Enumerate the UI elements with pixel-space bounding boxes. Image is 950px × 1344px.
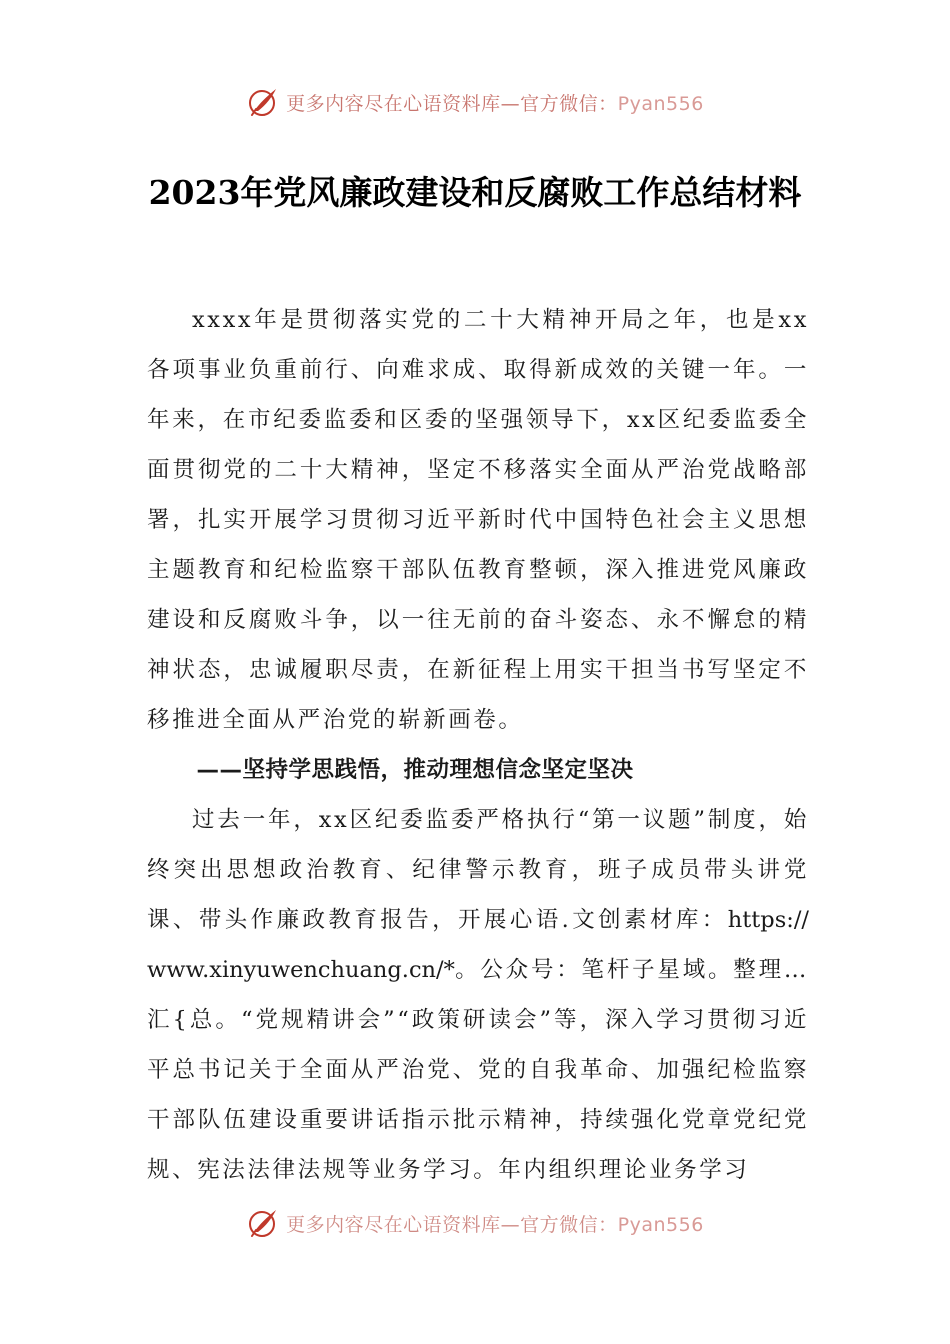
section-heading: ——坚持学思践悟，推动理想信念坚定坚决 (196, 757, 634, 783)
banner-wechat-id: Pyan556 (617, 1213, 704, 1236)
footer-banner (0, 1203, 950, 1243)
banner-label: 更多内容尽在心语资料库—官方微信： (286, 92, 618, 115)
paragraph-intro: xxxx年是贯彻落实党的二十大精神开局之年，也是xx各项事业负重前行、向难求成、取得新成效的关键一年。一年来，在市纪委监委和区委的坚强领导下，xx区纪委监委全面贯彻党的二十大精神，坚定不移落实全面从严治党战略部署，扎实开展学习贯彻习近平新时代中国特色社会主义思想主题教育和纪检监察干部队伍教育整顿，深入推进党风廉政建设和反腐败斗争，以一往无前的奋斗姿态、永不懈怠的精神状态，忠诚履职尽责，在新征程上用实干担当书写坚定不移推进全面从严治党的崭新画卷。 (147, 307, 809, 733)
banner-wechat-id: Pyan556 (617, 92, 704, 115)
document-body (147, 295, 809, 1195)
quill-logo-icon (246, 1206, 280, 1240)
resource-url-text: https://www.xinyuwenchuang.cn/* (147, 907, 809, 983)
quill-logo-icon (246, 85, 280, 119)
document-title: 2023年党风廉政建设和反腐败工作总结材料 (148, 173, 802, 212)
banner-text (286, 89, 704, 116)
paragraph-study (147, 795, 809, 1195)
paragraph-study-part-a: 过去一年，xx区纪委监委严格执行“第一议题”制度，始终突出思想政治教育、纪律警示教育，班子成员带头讲党课、带头作廉政教育报告，开展心语.文创素材库： (147, 807, 809, 933)
header-banner (0, 82, 950, 122)
banner-text (286, 1210, 704, 1237)
paragraph-study-part-b: 。公众号：笔杆子星域。整理…汇{总。“党规精讲会”“政策研读会”等，深入学习贯彻习近平总书记关于全面从严治党、党的自我革命、加强纪检监察干部队伍建设重要讲话指示批示精神，持续强化党章党纪党规、宪法法律法规等业务学习。年内组织理论业务学习 (147, 957, 809, 1183)
banner-label: 更多内容尽在心语资料库—官方微信： (286, 1213, 618, 1236)
